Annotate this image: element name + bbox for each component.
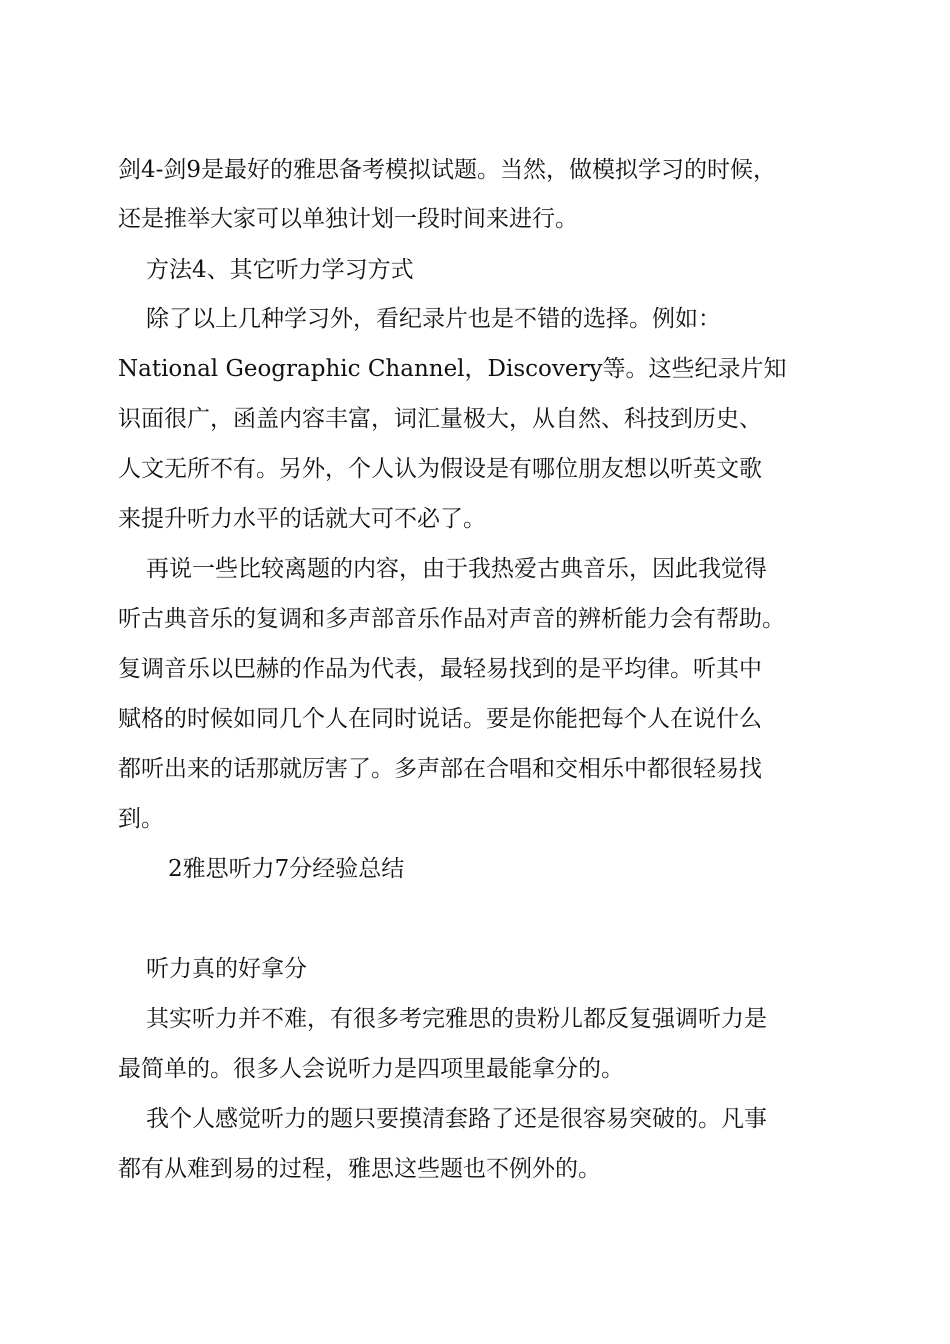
paragraph-line-14: 到。 [118,806,164,832]
paragraph-line-20: 都有从难到易的过程，雅思这些题也不例外的。 [118,1156,601,1182]
paragraph-line-4: 除了以上几种学习外，看纪录片也是不错的选择。例如： [146,306,721,332]
paragraph-line-1: 剑4-剑9是最好的雅思备考模拟试题。当然，做模拟学习的时候， [118,157,777,183]
paragraph-line-18: 最简单的。很多人会说听力是四项里最能拿分的。 [118,1056,624,1082]
paragraph-line-8: 来提升听力水平的话就大可不必了。 [118,506,486,532]
paragraph-line-7: 人文无所不有。另外，个人认为假设是有哪位朋友想以听英文歌 [118,456,762,482]
paragraph-line-10: 听古典音乐的复调和多声部音乐作品对声音的辨析能力会有帮助。 [118,606,785,632]
section-heading-2: 2雅思听力7分经验总结 [168,856,405,882]
paragraph-line-5: National Geographic Channel，Discovery等。这些纪录片知 [118,356,787,382]
paragraph-line-6: 识面很广，函盖内容丰富，词汇量极大，从自然、科技到历史、 [118,406,762,432]
paragraph-line-11: 复调音乐以巴赫的作品为代表，最轻易找到的是平均律。听其中 [118,656,762,682]
paragraph-line-2: 还是推举大家可以单独计划一段时间来进行。 [118,206,578,232]
paragraph-line-17: 其实听力并不难，有很多考完雅思的贵粉儿都反复强调听力是 [146,1006,767,1032]
paragraph-line-19: 我个人感觉听力的题只要摸清套路了还是很容易突破的。凡事 [146,1106,767,1132]
section-heading-method-4: 方法4、其它听力学习方式 [146,257,414,283]
paragraph-line-12: 赋格的时候如同几个人在同时说话。要是你能把每个人在说什么 [118,706,762,732]
paragraph-line-13: 都听出来的话那就厉害了。多声部在合唱和交相乐中都很轻易找 [118,756,762,782]
subheading-listening: 听力真的好拿分 [146,956,307,982]
paragraph-line-9: 再说一些比较离题的内容，由于我热爱古典音乐，因此我觉得 [146,556,767,582]
